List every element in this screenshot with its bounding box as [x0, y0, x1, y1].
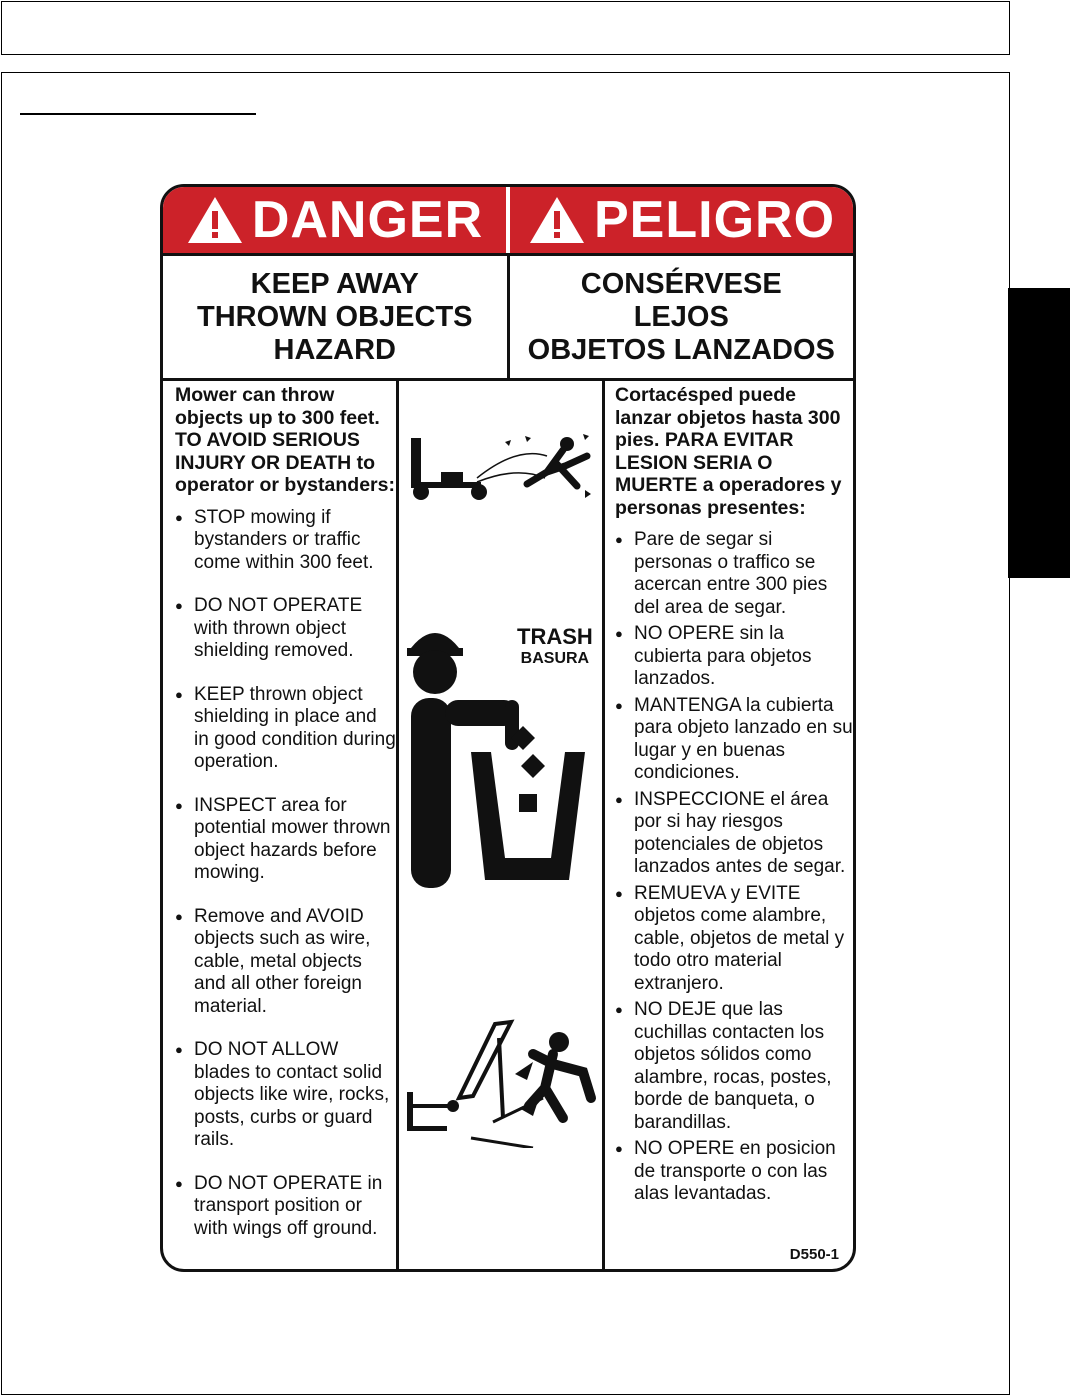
heading-line: LEJOS	[633, 300, 729, 333]
trash-text: TRASH	[517, 624, 593, 649]
list-item: ● DO NOT OPERATE with thrown object shielding removed.	[175, 595, 396, 663]
spanish-instructions	[615, 529, 853, 1206]
section-side-tab	[1008, 288, 1070, 578]
banner-danger	[163, 187, 510, 253]
heading-english	[163, 256, 510, 378]
mower-throw-icon	[407, 426, 599, 506]
hazard-heading-row	[163, 253, 853, 381]
english-intro: Mower can throw objects up to 300 feet. TO AVOID SERIOUS INJURY OR DEATH to operator or bystanders:	[175, 384, 395, 496]
list-item: ● STOP mowing if bystanders or traffic come within 300 feet.	[175, 507, 396, 575]
list-item: ● INSPECCIONE el área por si hay riesgos potenciales de objetos lanzados antes de segar.	[615, 789, 853, 879]
warning-triangle-icon	[528, 195, 586, 245]
banner-peligro	[510, 187, 853, 253]
trash-label	[517, 626, 593, 670]
blade-contact-icon	[403, 1018, 599, 1148]
list-item: ● REMUEVA y EVITE objetos come alambre, cable, objetos de metal y todo otro material extranjero.	[615, 883, 853, 996]
heading-line: HAZARD	[273, 333, 396, 366]
basura-text: BASURA	[520, 650, 590, 667]
list-item: ● DO NOT OPERATE in transport position or with wings off ground.	[175, 1173, 396, 1241]
page-header-box	[1, 1, 1010, 55]
danger-banner	[163, 187, 853, 253]
english-column	[163, 378, 399, 1269]
spanish-intro: Cortacésped puede lanzar objetos hasta 300 pies. PARA EVITAR LESION SERIA O MUERTE a operadores y personas presentes:	[615, 384, 842, 519]
list-item: ● NO DEJE que las cuchillas contacten los objetos sólidos como alambre, rocas, postes, borde de banqueta, o barandillas.	[615, 999, 853, 1134]
list-item: ● NO OPERE sin la cubierta para objetos lanzados.	[615, 623, 853, 691]
list-item: ● Remove and AVOID objects such as wire, cable, metal objects and all other foreign material.	[175, 906, 396, 1019]
heading-line: THROWN OBJECTS	[197, 300, 473, 333]
heading-line: OBJETOS LANZADOS	[527, 333, 835, 366]
banner-danger-text: DANGER	[251, 191, 484, 249]
list-item: ● MANTENGA la cubierta para objeto lanzado en su lugar y en buenas condiciones.	[615, 695, 853, 785]
heading-spanish	[510, 256, 854, 378]
decal-code: D550-1	[789, 1246, 839, 1263]
spanish-column	[605, 378, 853, 1269]
english-instructions	[175, 507, 396, 1241]
pictogram-column	[399, 378, 605, 1269]
list-item: ● DO NOT ALLOW blades to contact solid objects like wire, rocks, posts, curbs or guard rails.	[175, 1039, 396, 1152]
danger-decal	[160, 184, 856, 1272]
heading-line: CONSÉRVESE	[580, 267, 782, 300]
list-item: ● NO OPERE en posicion de transporte o con las alas levantadas.	[615, 1138, 853, 1206]
list-item: ● Pare de segar si personas o traffico se acercan entre 300 pies del area de segar.	[615, 529, 853, 619]
banner-peligro-text: PELIGRO	[593, 191, 836, 249]
warning-triangle-icon	[186, 195, 244, 245]
list-item: ● INSPECT area for potential mower thrown object hazards before mowing.	[175, 795, 396, 885]
heading-line: KEEP AWAY	[250, 267, 419, 300]
list-item: ● KEEP thrown object shielding in place and in good condition during operation.	[175, 684, 396, 774]
decal-body	[163, 378, 853, 1269]
section-title-underline	[20, 113, 256, 115]
